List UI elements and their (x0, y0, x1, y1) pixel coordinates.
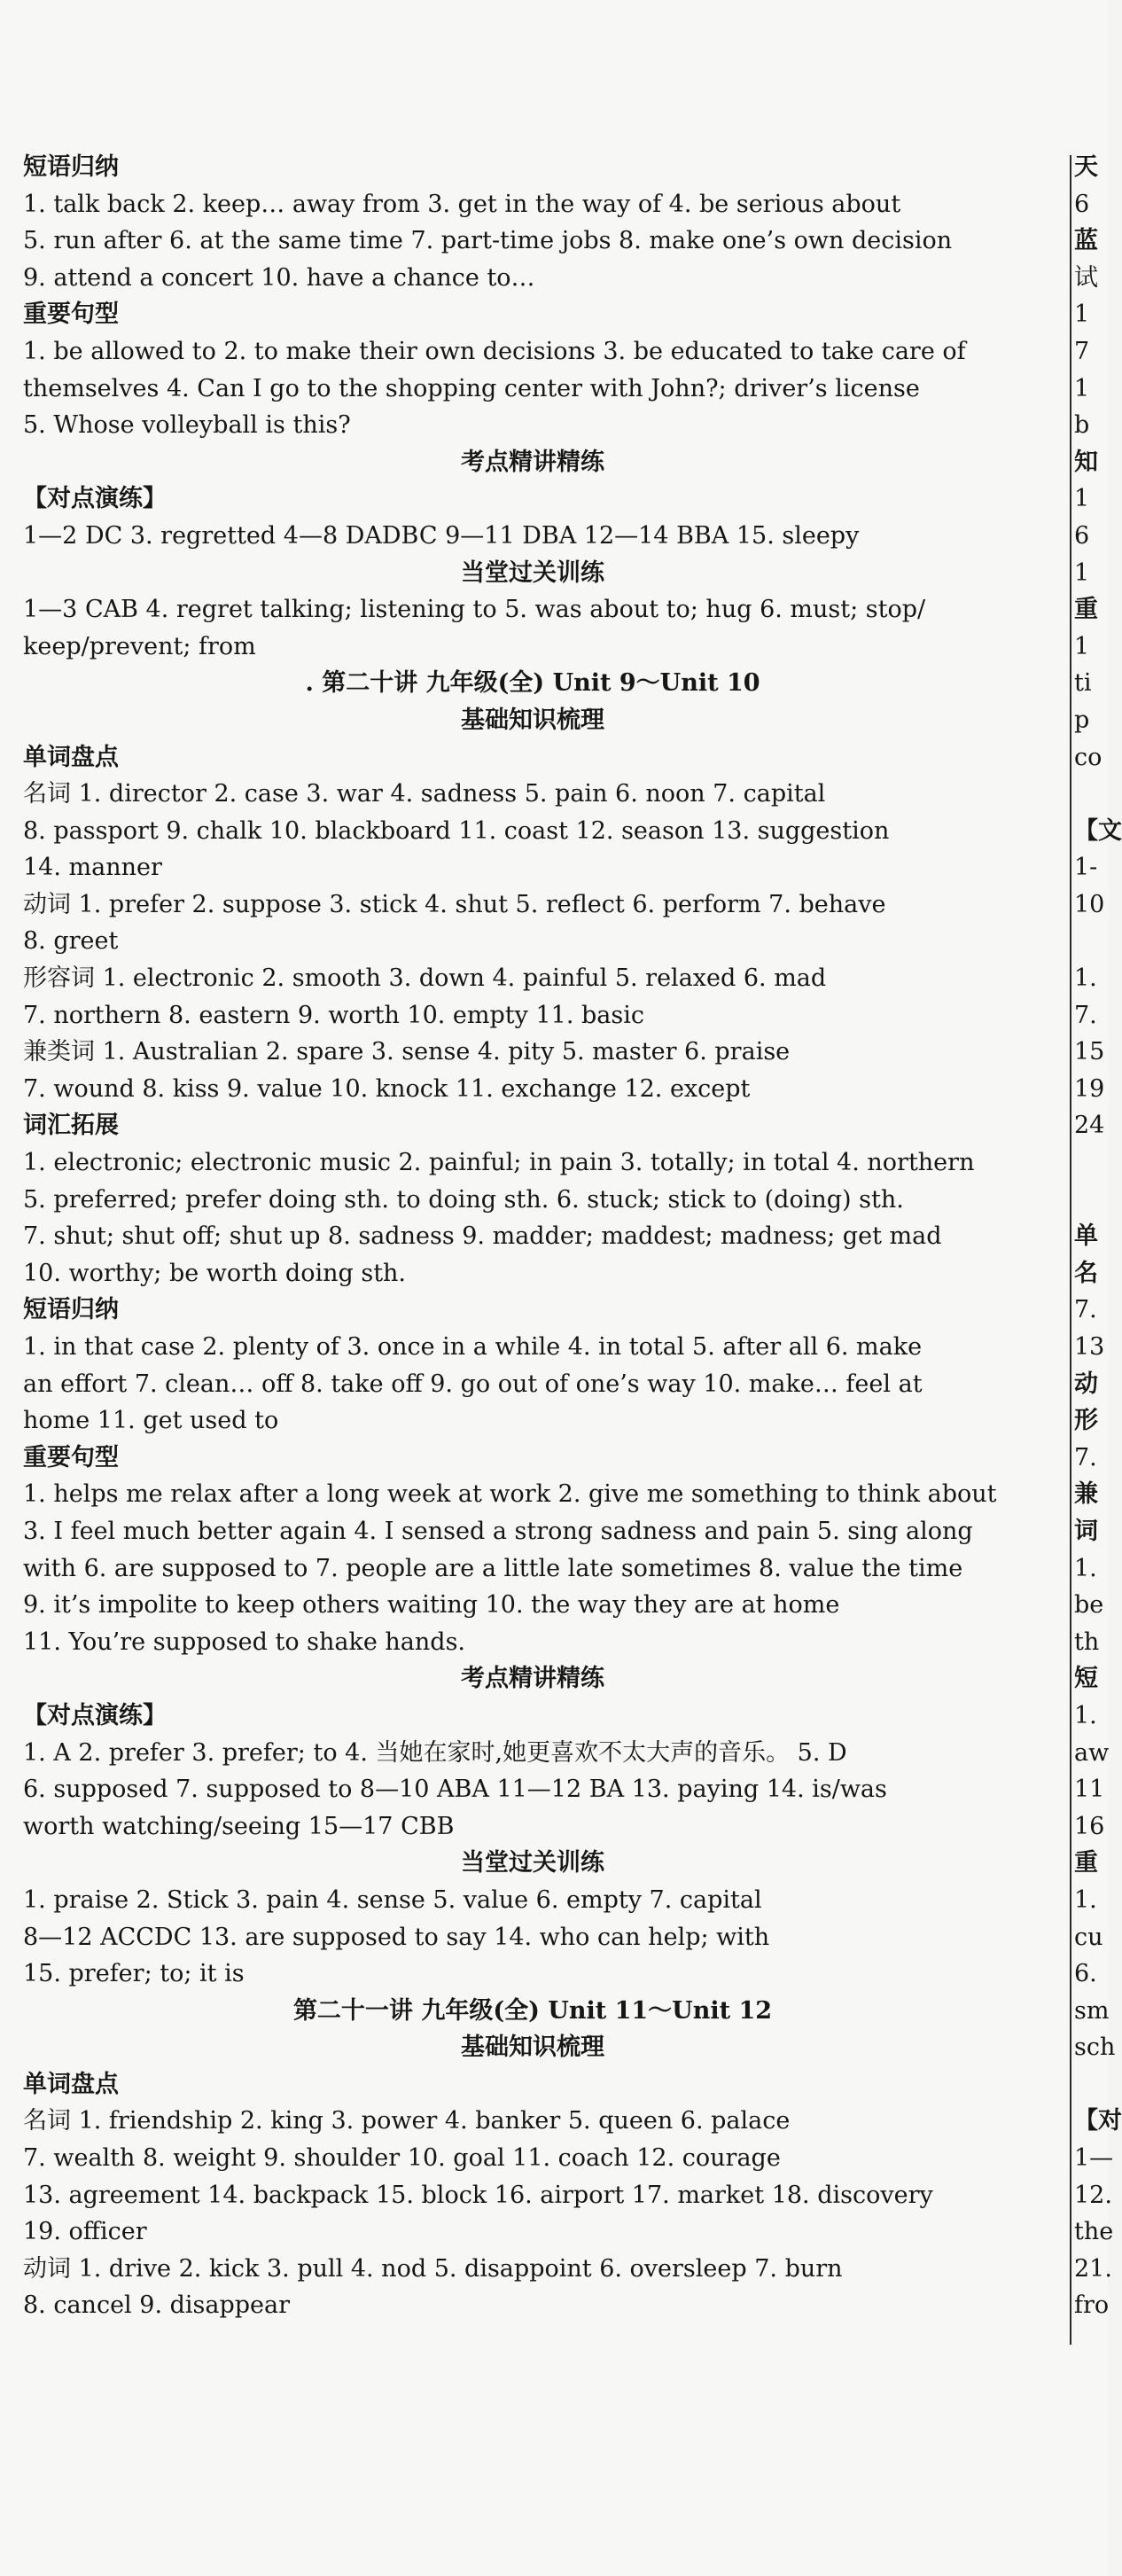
subsection-heading: 短语归纳 (23, 153, 119, 181)
answer-line: 7. wound 8. kiss 9. value 10. knock 11. exchange 12. except (23, 1074, 751, 1103)
answer-line: worth watching/seeing 15—17 CBB (23, 1812, 455, 1840)
edge-fragment (1074, 2066, 1108, 2104)
answer-line: 10. worthy; be worth doing sth. (23, 1259, 407, 1287)
answer-line: 9. it’s impolite to keep others waiting 10. the way they are at home (23, 1591, 840, 1620)
edge-fragment: 短 (1074, 1665, 1098, 1693)
edge-fragment: 16 (1074, 1812, 1105, 1840)
section-title: . 第二十讲 九年级(全) Unit 9～Unit 10 (305, 669, 760, 698)
answer-line: 7. wealth 8. weight 9. shoulder 10. goal 11. coach 12. courage (23, 2144, 781, 2173)
answer-line: 1—3 CAB 4. regret talking; listening to 5. was about to; hug 6. must; stop/ (23, 596, 926, 624)
edge-fragment: p (1074, 706, 1090, 734)
answer-line: an effort 7. clean… off 8. take off 9. go out of one’s way 10. make… feel at (23, 1370, 923, 1398)
edge-fragment: 重 (1074, 1849, 1098, 1877)
edge-fragment: b (1074, 411, 1090, 440)
edge-fragment: 名 (1074, 1259, 1098, 1287)
section-title: 基础知识梳理 (461, 2033, 604, 2062)
edge-fragment: 1. (1074, 964, 1097, 993)
edge-fragment: 1- (1074, 854, 1098, 882)
edge-fragment: 【文 (1074, 816, 1122, 845)
answer-line: 5. preferred; prefer doing sth. to doing sth. 6. stuck; stick to (doing) sth. (23, 1185, 904, 1214)
edge-fragment: 试 (1074, 263, 1098, 292)
edge-fragment: 7 (1074, 337, 1090, 365)
subsection-heading: 重要句型 (23, 1443, 119, 1471)
section-title: 第二十一讲 九年级(全) Unit 11～Unit 12 (292, 1996, 773, 2025)
answer-line: 14. manner (23, 854, 162, 882)
edge-fragment: be (1074, 1591, 1104, 1620)
answer-line: 19. officer (23, 2218, 147, 2246)
edge-fragment: 知 (1074, 448, 1098, 476)
edge-fragment: cu (1074, 1923, 1103, 1951)
answer-line: 5. Whose volleyball is this? (23, 411, 351, 440)
edge-fragment: 1 (1074, 485, 1090, 513)
section-title: 基础知识梳理 (461, 706, 604, 734)
edge-fragment: 词 (1074, 1517, 1098, 1545)
edge-fragment: sm (1074, 1996, 1110, 2025)
section-title: 当堂过关训练 (461, 558, 604, 587)
edge-fragment: 1 (1074, 374, 1090, 402)
answer-line: with 6. are supposed to 7. people are a little late sometimes 8. value the time (23, 1554, 963, 1582)
subsection-heading: 词汇拓展 (23, 1112, 119, 1140)
edge-fragment: 7. (1074, 1296, 1097, 1324)
next-column-edge (1074, 149, 1122, 2365)
edge-fragment (1074, 1182, 1108, 1219)
edge-fragment: 1 (1074, 632, 1090, 660)
answer-line: 6. supposed 7. supposed to 8—10 ABA 11—12 BA 13. paying 14. is/was (23, 1776, 887, 1804)
answer-line: 11. You’re supposed to shake hands. (23, 1628, 466, 1656)
answer-line: 13. agreement 14. backpack 15. block 16. airport 17. market 18. discovery (23, 2181, 933, 2209)
edge-fragment: 1 (1074, 301, 1090, 329)
edge-fragment: 12. (1074, 2181, 1112, 2209)
edge-fragment: 7. (1074, 1001, 1097, 1029)
answer-line: 动词 1. drive 2. kick 3. pull 4. nod 5. disappoint 6. oversleep 7. burn (23, 2254, 843, 2283)
answer-line: home 11. get used to (23, 1407, 279, 1435)
edge-fragment: 6. (1074, 1960, 1097, 1988)
edge-fragment: fro (1074, 2291, 1110, 2320)
subsection-heading: 【对点演练】 (23, 485, 167, 513)
edge-fragment: 6 (1074, 521, 1090, 550)
section-title: 当堂过关训练 (461, 1849, 604, 1877)
subsection-heading: 单词盘点 (23, 743, 119, 771)
main-answer-column (23, 149, 1042, 2324)
answer-line: 7. shut; shut off; shut up 8. sadness 9. madder; maddest; madness; get mad (23, 1222, 942, 1251)
edge-fragment: 11 (1074, 1776, 1105, 1804)
edge-fragment: 单 (1074, 1222, 1098, 1251)
answer-line: 形容词 1. electronic 2. smooth 3. down 4. painful 5. relaxed 6. mad (23, 964, 827, 993)
edge-fragment: 13 (1074, 1333, 1105, 1361)
edge-fragment: the (1074, 2218, 1114, 2246)
edge-fragment: 形 (1074, 1407, 1098, 1435)
edge-fragment (1074, 1144, 1108, 1182)
answer-line: 8—12 ACCDC 13. are supposed to say 14. who can help; with (23, 1923, 770, 1951)
edge-fragment: 15 (1074, 1038, 1105, 1066)
edge-fragment: 【对 (1074, 2107, 1122, 2135)
edge-fragment: th (1074, 1628, 1100, 1656)
answer-line: 8. greet (23, 927, 119, 956)
edge-fragment: 蓝 (1074, 227, 1098, 255)
subsection-heading: 重要句型 (23, 301, 119, 329)
answer-line: 9. attend a concert 10. have a chance to… (23, 263, 535, 292)
edge-fragment: aw (1074, 1738, 1110, 1767)
edge-fragment: 1. (1074, 1701, 1097, 1729)
answer-line: 动词 1. prefer 2. suppose 3. stick 4. shut 5. reflect 6. perform 7. behave (23, 890, 886, 918)
answer-line: 5. run after 6. at the same time 7. part-time jobs 8. make one’s own decision (23, 227, 953, 255)
edge-fragment: 1. (1074, 1554, 1097, 1582)
answer-line: 8. passport 9. chalk 10. blackboard 11. coast 12. season 13. suggestion (23, 816, 890, 845)
edge-fragment: 7. (1074, 1443, 1097, 1471)
edge-fragment: 1— (1074, 2144, 1114, 2173)
answer-line: themselves 4. Can I go to the shopping center with John?; driver’s license (23, 374, 920, 402)
edge-fragment (1074, 923, 1108, 960)
answer-line: 3. I feel much better again 4. I sensed a strong sadness and pain 5. sing along (23, 1517, 973, 1545)
answer-line: 1. electronic; electronic music 2. painful; in pain 3. totally; in total 4. northern (23, 1149, 975, 1177)
edge-fragment: sch (1074, 2033, 1116, 2062)
answer-line: 名词 1. director 2. case 3. war 4. sadness 5. pain 6. noon 7. capital (23, 780, 826, 808)
edge-fragment: 21. (1074, 2254, 1112, 2283)
column-divider (1070, 155, 1071, 2345)
edge-fragment (1074, 776, 1108, 813)
answer-line: 7. northern 8. eastern 9. worth 10. empty 11. basic (23, 1001, 644, 1029)
edge-fragment: 1. (1074, 1885, 1097, 1914)
edge-fragment: 19 (1074, 1074, 1105, 1103)
answer-line: 兼类词 1. Australian 2. spare 3. sense 4. pity 5. master 6. praise (23, 1038, 791, 1066)
answer-line: 1. helps me relax after a long week at work 2. give me something to think about (23, 1480, 997, 1509)
answer-line: 1. A 2. prefer 3. prefer; to 4. 当她在家时,她更喜欢不太大声的音乐。 5. D (23, 1738, 847, 1767)
answer-line: 1. praise 2. Stick 3. pain 4. sense 5. value 6. empty 7. capital (23, 1885, 762, 1914)
edge-fragment: 24 (1074, 1112, 1105, 1140)
edge-fragment: co (1074, 743, 1103, 771)
edge-fragment: ti (1074, 669, 1092, 698)
edge-fragment: 10 (1074, 890, 1105, 918)
subsection-heading: 单词盘点 (23, 2070, 119, 2098)
answer-line: 1—2 DC 3. regretted 4—8 DADBC 9—11 DBA 12—14 BBA 15. sleepy (23, 521, 860, 550)
edge-fragment: 6 (1074, 190, 1090, 218)
answer-line: 15. prefer; to; it is (23, 1960, 245, 1988)
section-title: 考点精讲精练 (461, 448, 604, 476)
section-title: 考点精讲精练 (461, 1665, 604, 1693)
edge-fragment: 重 (1074, 596, 1098, 624)
answer-line: 8. cancel 9. disappear (23, 2291, 291, 2320)
edge-fragment: 1 (1074, 558, 1090, 587)
answer-line: keep/prevent; from (23, 632, 256, 660)
answer-line: 1. talk back 2. keep… away from 3. get in the way of 4. be serious about (23, 190, 901, 218)
answer-line: 1. in that case 2. plenty of 3. once in a while 4. in total 5. after all 6. make (23, 1333, 923, 1361)
edge-fragment: 动 (1074, 1370, 1098, 1398)
subsection-heading: 【对点演练】 (23, 1701, 167, 1729)
subsection-heading: 短语归纳 (23, 1296, 119, 1324)
edge-fragment: 天 (1074, 153, 1098, 181)
edge-fragment: 兼 (1074, 1480, 1098, 1509)
answer-line: 1. be allowed to 2. to make their own decisions 3. be educated to take care of (23, 337, 966, 365)
answer-line: 名词 1. friendship 2. king 3. power 4. banker 5. queen 6. palace (23, 2107, 791, 2135)
